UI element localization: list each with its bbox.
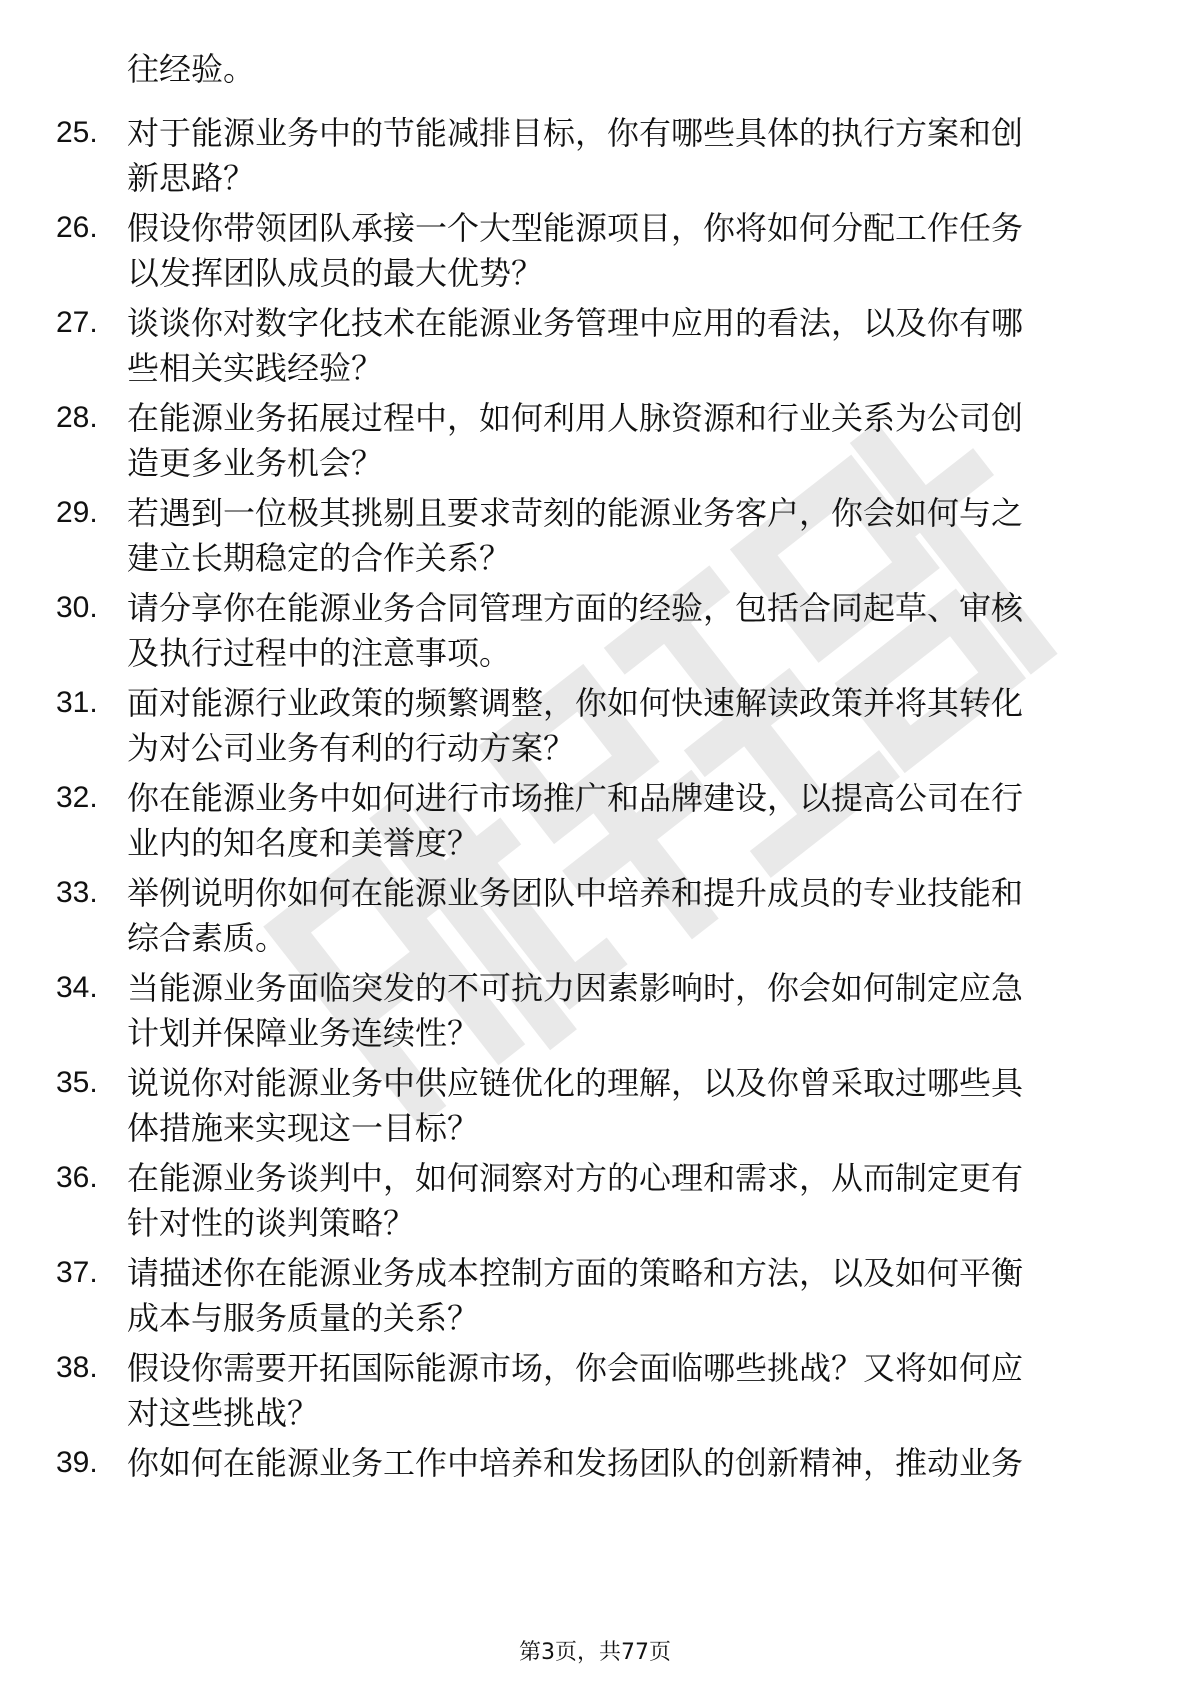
item-text-line: 假设你需要开拓国际能源市场，你会面临哪些挑战？又将如何应 bbox=[127, 1349, 1024, 1387]
item-number: 30. bbox=[56, 591, 98, 624]
item-number: 37. bbox=[56, 1256, 98, 1289]
item-text-line: 请描述你在能源业务成本控制方面的策略和方法，以及如何平衡 bbox=[127, 1254, 1024, 1292]
item-number: 33. bbox=[56, 876, 98, 909]
item-number: 35. bbox=[56, 1066, 98, 1099]
item-text-line: 请分享你在能源业务合同管理方面的经验，包括合同起草、审核 bbox=[127, 589, 1024, 627]
item-text-line: 对这些挑战？ bbox=[127, 1394, 320, 1432]
item-text-line: 你如何在能源业务工作中培养和发扬团队的创新精神，推动业务 bbox=[127, 1444, 1024, 1482]
item-text-line: 在能源业务拓展过程中，如何利用人脉资源和行业关系为公司创 bbox=[127, 399, 1024, 437]
item-text-line: 举例说明你如何在能源业务团队中培养和提升成员的专业技能和 bbox=[127, 874, 1024, 912]
item-text-line: 建立长期稳定的合作关系？ bbox=[127, 539, 512, 577]
item-text-line: 针对性的谈判策略？ bbox=[127, 1204, 416, 1242]
item-text-line: 综合素质。 bbox=[127, 919, 288, 957]
item-number: 29. bbox=[56, 496, 98, 529]
item-number: 39. bbox=[56, 1446, 98, 1479]
item-text-line: 当能源业务面临突发的不可抗力因素影响时，你会如何制定应急 bbox=[127, 969, 1024, 1007]
item-number: 32. bbox=[56, 781, 98, 814]
item-text-line: 在能源业务谈判中，如何洞察对方的心理和需求，从而制定更有 bbox=[127, 1159, 1024, 1197]
item-number: 36. bbox=[56, 1161, 98, 1194]
item-text-line: 以发挥团队成员的最大优势？ bbox=[127, 254, 544, 292]
item-number: 26. bbox=[56, 211, 98, 244]
item-text-line: 面对能源行业政策的频繁调整，你如何快速解读政策并将其转化 bbox=[127, 684, 1024, 722]
item-text-line: 业内的知名度和美誉度？ bbox=[127, 824, 480, 862]
item-text-line: 成本与服务质量的关系？ bbox=[127, 1299, 480, 1337]
item-number: 27. bbox=[56, 306, 98, 339]
page-footer: 第3页，共77页 bbox=[519, 1640, 671, 1665]
item-text-line: 假设你带领团队承接一个大型能源项目，你将如何分配工作任务 bbox=[127, 209, 1024, 247]
item-text-line: 及执行过程中的注意事项。 bbox=[127, 634, 512, 672]
item-number: 31. bbox=[56, 686, 98, 719]
item-text-line: 新思路？ bbox=[127, 159, 256, 197]
item-text-line: 说说你对能源业务中供应链优化的理解，以及你曾采取过哪些具 bbox=[127, 1064, 1024, 1102]
item-text-line: 谈谈你对数字化技术在能源业务管理中应用的看法，以及你有哪 bbox=[127, 304, 1024, 342]
item-text-line: 若遇到一位极其挑剔且要求苛刻的能源业务客户，你会如何与之 bbox=[127, 494, 1024, 532]
item-text-line: 体措施来实现这一目标？ bbox=[127, 1109, 480, 1147]
item-text-line: 些相关实践经验？ bbox=[127, 349, 384, 387]
item-text-line: 计划并保障业务连续性？ bbox=[127, 1014, 480, 1052]
item-number: 25. bbox=[56, 116, 98, 149]
item-number: 28. bbox=[56, 401, 98, 434]
item-text-line: 你在能源业务中如何进行市场推广和品牌建设，以提高公司在行 bbox=[127, 779, 1024, 817]
continuation-text: 往经验。 bbox=[127, 50, 256, 88]
item-text-line: 为对公司业务有利的行动方案？ bbox=[127, 729, 576, 767]
item-number: 38. bbox=[56, 1351, 98, 1384]
item-number: 34. bbox=[56, 971, 98, 1004]
item-text-line: 对于能源业务中的节能减排目标，你有哪些具体的执行方案和创 bbox=[127, 114, 1024, 152]
item-text-line: 造更多业务机会？ bbox=[127, 444, 384, 482]
